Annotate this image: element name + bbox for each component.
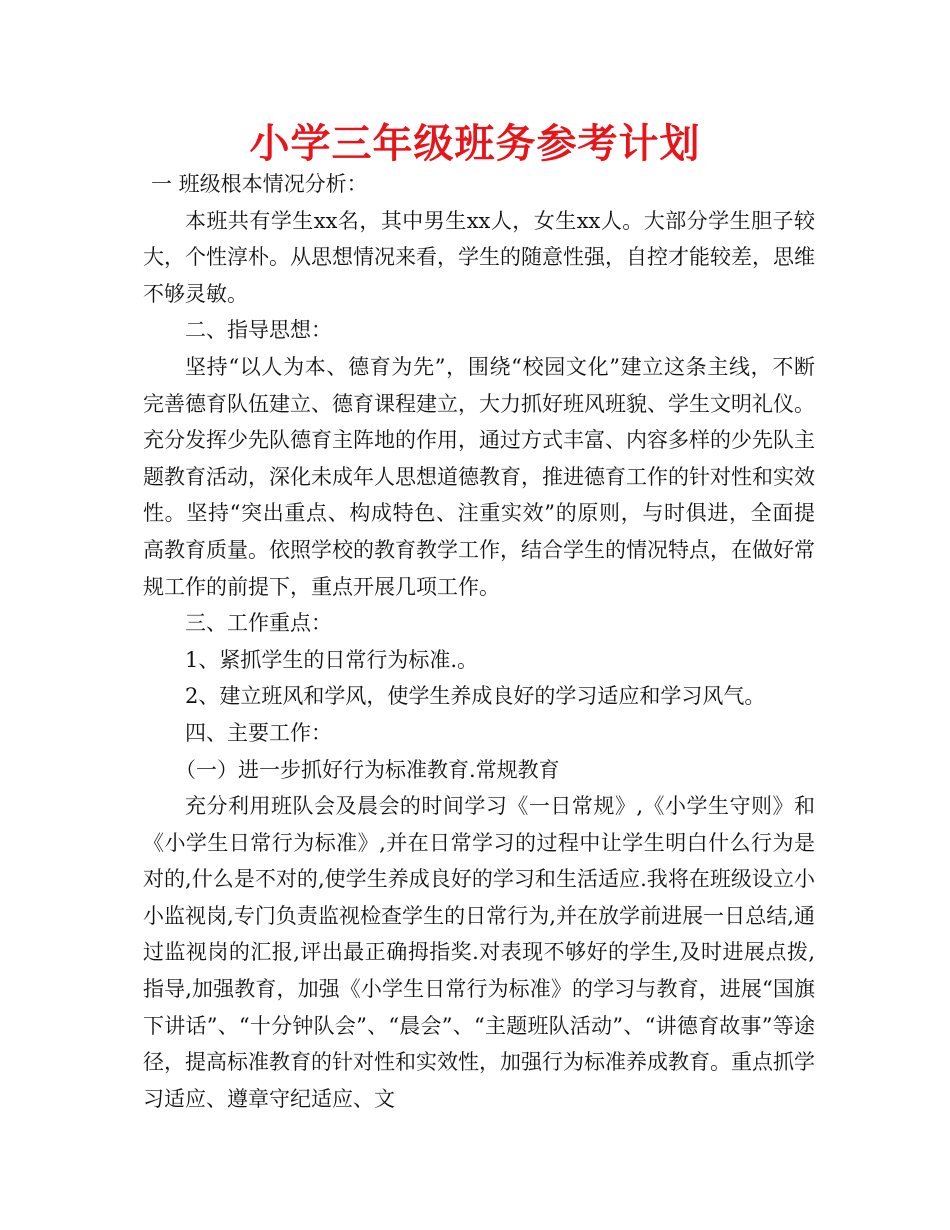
list-item-focus-2: 2、建立班风和学风，使学生养成良好的学习适应和学习风气。	[185, 684, 766, 709]
paragraph-guiding-thought: 坚持“以人为本、德育为先”，围绕“校园文化”建立这条主线，不断完善德育队伍建立、德育课程建立，大力抓好班风班貌、学生文明礼仪。充分发挥少先队德育主阵地的作用，通过方式丰富、内容多样的少先队主题教育活动，深化未成年人思想道德教育，推进德育工作的针对性和实效性。坚持“突出重点、构成特色、注重实效”的原则，与时俱进，全面提高教育质量。依照学校的教育教学工作，结合学生的情况特点，在做好常规工作的前提下，重点开展几项工作。	[143, 354, 815, 599]
subsection-heading-behavior-education: （一）进一步抓好行为标准教育.常规教育	[175, 757, 560, 782]
section-heading-main-work: 四、主要工作：	[185, 720, 332, 745]
section-heading-work-focus: 三、工作重点：	[185, 611, 332, 636]
list-item-focus-1: 1、紧抓学生的日常行为标准.。	[185, 647, 479, 672]
section-heading-basic-situation: 一 班级根本情况分析：	[151, 172, 368, 196]
paragraph-behavior-education: 充分利用班队会及晨会的时间学习《一日常规》,《小学生守则》和《小学生日常行为标准》,并在日常学习的过程中让学生明白什么行为是对的,什么是不对的,使学生养成良好的学习和生活适应.我将在班级设立小小监视岗,专门负责监视检查学生的日常行为,并在放学前进展一日总结,通过监视岗的汇报,评出最正确拇指奖.对表现不够好的学生,及时进展点拨,指导,加强教育，加强《小学生日常行为标准》的学习与教育，进展“国旗下讲话”、“十分钟队会”、“晨会”、“主题班队活动”、“讲德育故事”等途径，提高标准教育的针对性和实效性，加强行为标准养成教育。重点抓学习适应、遵章守纪适应、文	[143, 794, 815, 1111]
paragraph-class-overview: 本班共有学生xx名，其中男生xx人，女生xx人。大部分学生胆子较大，个性淳朴。从思想情况来看，学生的随意性强，自控才能较差，思维不够灵敏。	[143, 208, 815, 306]
document-body	[143, 166, 815, 1117]
section-heading-guiding-thought: 二、指导思想：	[185, 318, 332, 343]
document-title: 小学三年级班务参考计划	[249, 121, 701, 167]
